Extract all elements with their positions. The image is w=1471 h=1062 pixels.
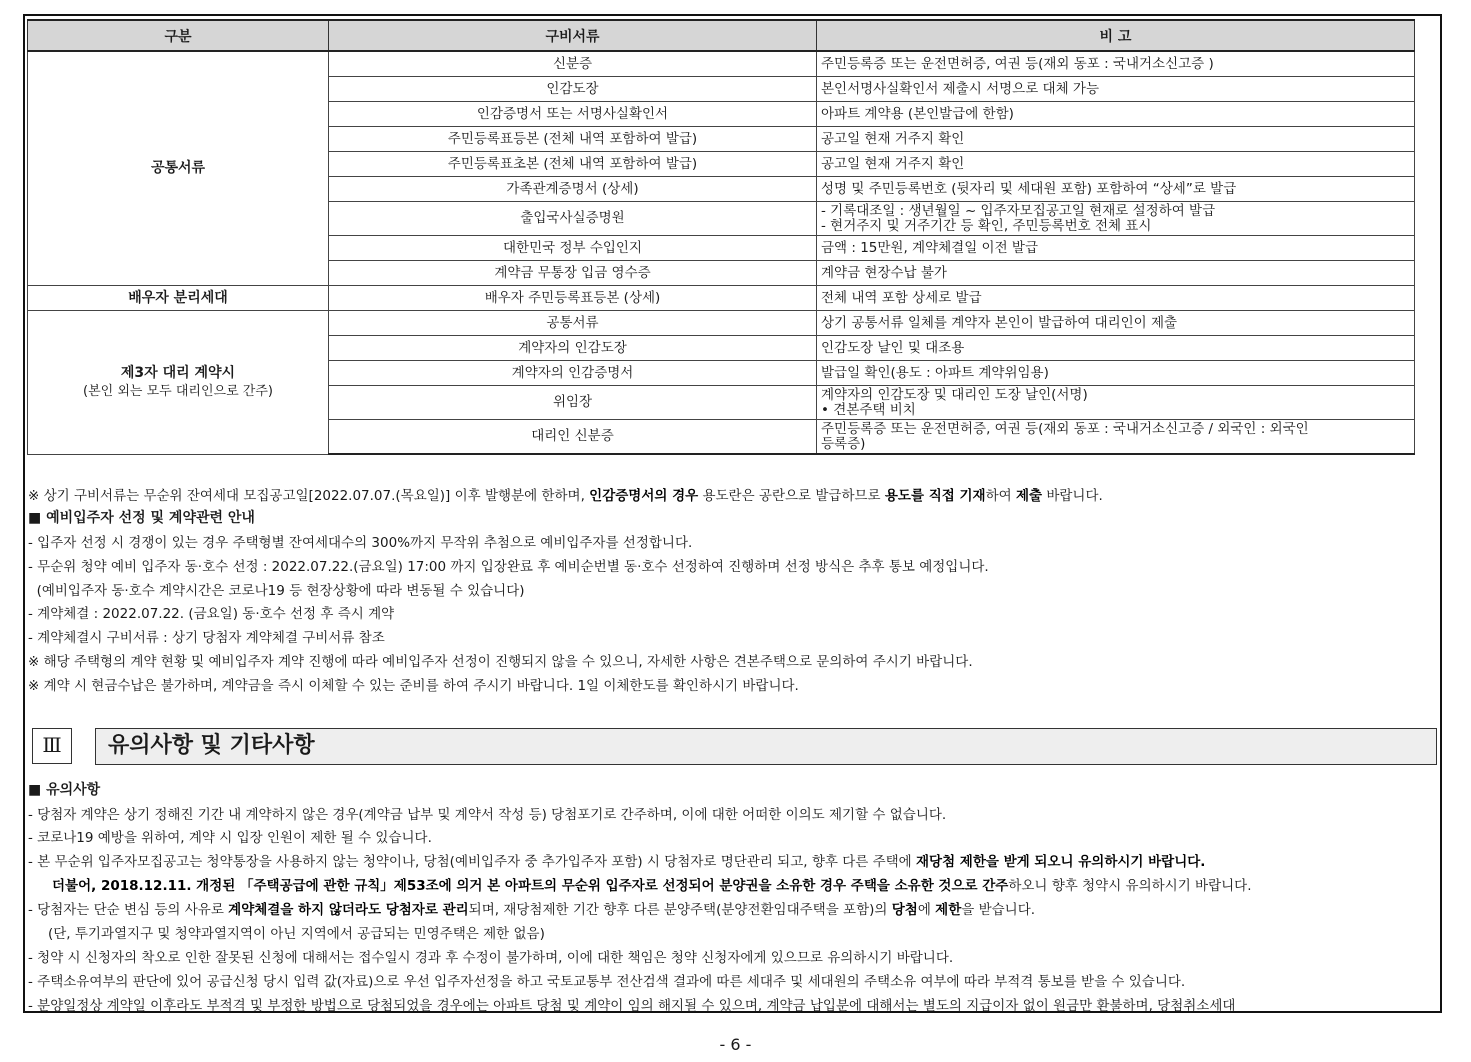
- doc-cell: 대한민국 정부 수입인지: [329, 236, 817, 261]
- note-cell: 금액 : 15만원, 계약체결일 이전 발급: [817, 236, 1415, 261]
- reserve-line: - 무순위 청약 예비 입주자 동·호수 선정 : 2022.07.22.(금요일) 17:00 까지 입장완료 후 예비순번별 동·호수 선정하여 진행하며 선정 방식은 추후 통보 예정입니다.: [28, 559, 989, 575]
- note-cell: 성명 및 주민등록번호 (뒷자리 및 세대원 포함) 포함하여 “상세”로 발급: [817, 177, 1415, 202]
- reserve-line: (예비입주자 동·호수 계약시간은 코로나19 등 현장상황에 따라 변동될 수 있습니다): [28, 583, 525, 599]
- note-cell: 계약금 현장수납 불가: [817, 261, 1415, 286]
- note-cell: 발급일 확인(용도 : 아파트 계약위임용): [817, 361, 1415, 386]
- notes-heading: ■ 유의사항: [28, 782, 101, 798]
- doc-cell: 계약자의 인감도장: [329, 336, 817, 361]
- footnote-text: ※ 상기 구비서류는 무순위 잔여세대 모집공고일[2022.07.07.(목요일)] 이후 발행분에 한하며,: [28, 488, 590, 504]
- note-cell: 공고일 현재 거주지 확인: [817, 127, 1415, 152]
- header-category: 구분: [28, 20, 329, 51]
- notes-line: - 청약 시 신청자의 착오로 인한 잘못된 신청에 대해서는 접수일시 경과 후 수정이 불가하며, 이에 대한 책임은 청약 신청자에게 있으므로 유의하시기 바랍니다.: [28, 950, 954, 966]
- footnote-bold: 인감증명서의 경우: [589, 488, 699, 504]
- doc-cell: 주민등록표등본 (전체 내역 포함하여 발급): [329, 127, 817, 152]
- page-number: - 6 -: [719, 1035, 752, 1054]
- notes-line: [28, 898, 1035, 918]
- reserve-line: - 계약체결 : 2022.07.22. (금요일) 동·호수 선정 후 즉시 계약: [28, 606, 395, 622]
- notes-line: - 분양일정상 계약일 이후라도 부적격 및 부정한 방법으로 당첨되었을 경우에는 아파트 당첨 및 계약이 임의 해지될 수 있으며, 계약금 납입분에 대해서는 별도의 지급이자 없이 원금만 환불하며, 당첨취소세대: [28, 998, 1236, 1014]
- note-cell: 주민등록증 또는 운전면허증, 여권 등(재외 동포 : 국내거소신고증 ): [817, 51, 1415, 77]
- doc-cell: 공통서류: [329, 311, 817, 336]
- notes-line: (단, 투기과열지구 및 청약과열지역이 아닌 지역에서 공급되는 민영주택은 제한 없음): [48, 926, 545, 942]
- note-cell: 아파트 계약용 (본인발급에 한함): [817, 102, 1415, 127]
- header-remarks: 비 고: [817, 20, 1415, 51]
- notes-text: 에: [917, 902, 936, 918]
- notes-text: 되며, 재당첨제한 기간 향후 다른 분양주택(분양전환임대주택을 포함)의: [468, 902, 892, 918]
- notes-line: - 주택소유여부의 판단에 있어 공급신청 당시 입력 값(자료)으로 우선 입주자선정을 하고 국토교통부 전산검색 결과에 따른 세대주 및 세대원의 주택소유 여부에 따라 부적격 통보를 받을 수 있습니다.: [28, 974, 1186, 990]
- note-line: 주민등록증 또는 운전면허증, 여권 등(재외 동포 : 국내거소신고증 / 외국인 : 외국인: [821, 420, 1309, 437]
- note-cell: [817, 202, 1415, 236]
- notes-text: 하오니 향후 청약시 유의하시기 바랍니다.: [1008, 878, 1252, 894]
- category-proxy-title: 제3자 대리 계약시: [120, 364, 236, 381]
- doc-cell: 인감도장: [329, 77, 817, 102]
- note-line: 등록증): [821, 435, 866, 452]
- category-proxy: [28, 311, 329, 455]
- reserve-line: - 입주자 선정 시 경쟁이 있는 경우 주택형별 잔여세대수의 300%까지 무작위 추첨으로 예비입주자를 선정합니다.: [28, 535, 693, 551]
- note-cell: [817, 386, 1415, 420]
- reserve-line: - 계약체결시 구비서류 : 상기 당첨자 계약체결 구비서류 참조: [28, 630, 385, 646]
- doc-cell: 신분증: [329, 51, 817, 77]
- reserve-line: ※ 계약 시 현금수납은 불가하며, 계약금을 즉시 이체할 수 있는 준비를 하여 주시기 바랍니다. 1일 이체한도를 확인하시기 바랍니다.: [28, 678, 799, 694]
- notes-text: - 본 무순위 입주자모집공고는 청약통장을 사용하지 않는 청약이나, 당첨(예비입주자 중 추가입주자 포함) 시 당첨자로 명단관리 되고, 향후 다른 주택에: [28, 854, 916, 870]
- notes-text: 을 받습니다.: [961, 902, 1036, 918]
- category-common: 공통서류: [28, 51, 329, 286]
- notes-bold: 더불어, 2018.12.11. 개정된 「주택공급에 관한 규칙」제53조에 의거 본 아파트의 무순위 입주자로 선정되어 분양권을 소유한 경우 주택을 소유한 것으로 간주: [52, 878, 1009, 894]
- doc-cell: 가족관계증명서 (상세): [329, 177, 817, 202]
- footnote-text: 용도란은 공란으로 발급하므로: [698, 488, 885, 504]
- reserve-line: ※ 해당 주택형의 계약 현황 및 예비입주자 계약 진행에 따라 예비입주자 선정이 진행되지 않을 수 있으니, 자세한 사항은 견본주택으로 문의하여 주시기 바랍니다.: [28, 654, 973, 670]
- doc-cell: 인감증명서 또는 서명사실확인서: [329, 102, 817, 127]
- note-cell: 본인서명사실확인서 제출시 서명으로 대체 가능: [817, 77, 1415, 102]
- section-title: 유의사항 및 기타사항: [95, 728, 1437, 765]
- note-line: - 현거주지 및 거주기간 등 확인, 주민등록번호 전체 표시: [821, 217, 1152, 234]
- notes-text: - 당첨자는 단순 변심 등의 사유로: [28, 902, 229, 918]
- table-row: [28, 311, 1415, 336]
- table-header-row: [28, 20, 1415, 51]
- notes-line: - 당첨자 계약은 상기 정해진 기간 내 계약하지 않은 경우(계약금 납부 및 계약서 작성 등) 당첨포기로 간주하며, 이에 대한 어떠한 이의도 제기할 수 없습니다.: [28, 807, 947, 823]
- doc-cell: 계약자의 인감증명서: [329, 361, 817, 386]
- note-line: 계약자의 인감도장 및 대리인 도장 날인(서명): [821, 386, 1088, 403]
- section-number: Ⅲ: [32, 728, 72, 764]
- required-documents-table: [27, 19, 1415, 455]
- notes-line: - 코로나19 예방을 위하여, 계약 시 입장 인원이 제한 될 수 있습니다.: [28, 830, 432, 846]
- doc-cell: 출입국사실증명원: [329, 202, 817, 236]
- documents-footnote: [28, 484, 1103, 504]
- footnote-bold: 용도를 직접 기재: [884, 488, 986, 504]
- table-row: [28, 286, 1415, 311]
- category-spouse: 배우자 분리세대: [28, 286, 329, 311]
- note-cell: 전체 내역 포함 상세로 발급: [817, 286, 1415, 311]
- note-cell: 상기 공통서류 일체를 계약자 본인이 발급하여 대리인이 제출: [817, 311, 1415, 336]
- notes-line: [52, 874, 1252, 894]
- reserve-heading: ■ 예비입주자 선정 및 계약관련 안내: [28, 510, 255, 526]
- footnote-bold: 제출: [1015, 488, 1043, 504]
- header-documents: 구비서류: [329, 20, 817, 51]
- doc-cell: 대리인 신분증: [329, 420, 817, 455]
- table-row: [28, 51, 1415, 77]
- notes-bold: 제한: [935, 902, 962, 918]
- notes-bold: 당첨: [891, 902, 918, 918]
- doc-cell: 위임장: [329, 386, 817, 420]
- doc-cell: 배우자 주민등록표등본 (상세): [329, 286, 817, 311]
- note-cell: 공고일 현재 거주지 확인: [817, 152, 1415, 177]
- doc-cell: 주민등록표초본 (전체 내역 포함하여 발급): [329, 152, 817, 177]
- notes-bold: 재당첨 제한을 받게 되오니 유의하시기 바랍니다.: [915, 854, 1206, 870]
- footnote-text: 하여: [985, 488, 1016, 504]
- category-proxy-sub: (본인 외는 모두 대리인으로 간주): [83, 383, 273, 399]
- notes-line: [28, 850, 1205, 870]
- note-cell: 인감도장 날인 및 대조용: [817, 336, 1415, 361]
- notes-bold: 계약체결을 하지 않더라도 당첨자로 관리: [228, 902, 469, 918]
- footnote-text: 바랍니다.: [1042, 488, 1103, 504]
- note-line: - 기록대조일 : 생년월일 ~ 입주자모집공고일 현재로 설정하여 발급: [821, 202, 1216, 219]
- note-cell: [817, 420, 1415, 455]
- doc-cell: 계약금 무통장 입금 영수증: [329, 261, 817, 286]
- note-line: • 견본주택 비치: [821, 401, 916, 418]
